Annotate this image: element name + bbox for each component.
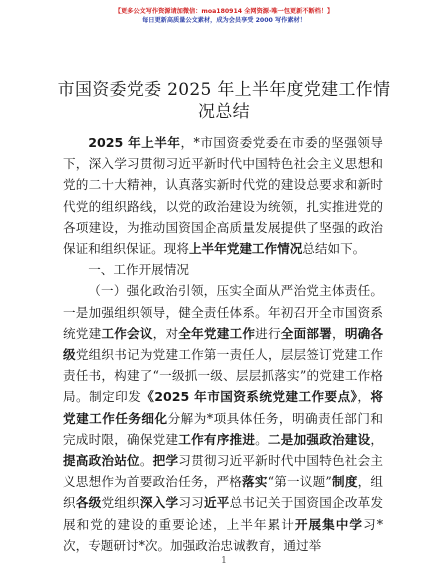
intro-paragraph [63, 132, 383, 259]
intro-lead: 2025 年上半年 [88, 135, 181, 150]
text-run: 党组织 [101, 495, 140, 511]
text-run: 进行 [255, 325, 281, 341]
text-run: 党组织书记为党建工作第一责任人，层层签订党建工作责任书，构建了“一级抓一级、层层抓落实”的党建工作格局。制定印发 [63, 347, 384, 405]
bold-run: 工作有序推进 [178, 431, 256, 447]
promo-banner [0, 7, 448, 25]
text-run: 分解为*项具体任务，明确责任部门和完成时限，确保党建 [63, 410, 384, 447]
bold-run: 全面部署 [280, 325, 333, 341]
text-run: 习贯彻习近平新时代中国特色社会主义思想作为首要政治任务，严格 [63, 453, 384, 490]
intro-tail: 总结如下。 [302, 241, 366, 257]
section-1-paragraph [63, 280, 383, 556]
text-run: 习习 [178, 495, 204, 511]
text-run: ，组织 [63, 474, 384, 511]
bold-run: 制度 [331, 474, 358, 490]
text-run: ，对 [152, 325, 179, 341]
promo-line-2: 每日更新高质量公文素材，成为会员享受 2000 写作素材！ [142, 17, 306, 24]
section-heading-1: 一、工作开展情况 [88, 262, 189, 278]
document-body [63, 132, 383, 556]
text-run: 。 [139, 453, 153, 469]
bold-run: 二是加强政治建设 [267, 431, 371, 447]
intro-bold-end: 上半年党建工作情况 [188, 241, 303, 257]
text-run: （一）强化政治引领，压实全面从严治党主体责任。一是加强组织领导，健全责任体系。年初召开全市国资系统党建 [63, 283, 383, 341]
bold-run: 《2025 年市国资系统党建工作要点》 [141, 389, 358, 405]
bold-run: 落实 [242, 474, 268, 490]
bold-run: 开展集中学 [294, 516, 364, 532]
bold-run: 明确各级 [63, 325, 384, 363]
promo-line-1: 【更多公文写作资源请加微信：moa180914 全网资源·唯一包更新不断档！】 [114, 8, 334, 15]
bold-run: 近平 [203, 495, 230, 511]
text-run: 。 [255, 431, 268, 447]
text-run: ， [357, 389, 371, 405]
text-run: 总书记关于国资国企改革发展和党的建设的重要论述，上半年累计 [63, 495, 384, 532]
bold-run: 全年党建工作 [178, 325, 256, 341]
text-run: 习*次，专题研讨*次。加强政治忠诚教育，通过举 [63, 516, 384, 553]
bold-run: 将党建工作任务细化 [63, 389, 384, 426]
bold-run: 把学 [152, 453, 179, 469]
bold-run: 工作会议 [101, 325, 153, 341]
page-number: 1 [221, 556, 227, 566]
text-run: “第一议题” [267, 474, 332, 490]
bold-run: 深入学 [139, 495, 179, 511]
text-run: ， [370, 431, 384, 447]
bold-run: 各级 [75, 495, 102, 511]
document-title: 市国资委党委 2025 年上半年度党建工作情况总结 [57, 80, 391, 122]
text-run: ， [332, 325, 345, 341]
intro-text: ，*市国资委党委在市委的坚强领导下，深入学习贯彻习近平新时代中国特色社会主义思想和党的二十大精神，认真落实新时代党的建设总要求和新时代党的组织路线，以党的政治建设为统领，扎实推进党的各项建设，为推动国资国企高质量发展提供了坚强的政治保证和组织保证。现将 [63, 135, 384, 257]
bold-run: 提高政治站位 [63, 453, 140, 469]
